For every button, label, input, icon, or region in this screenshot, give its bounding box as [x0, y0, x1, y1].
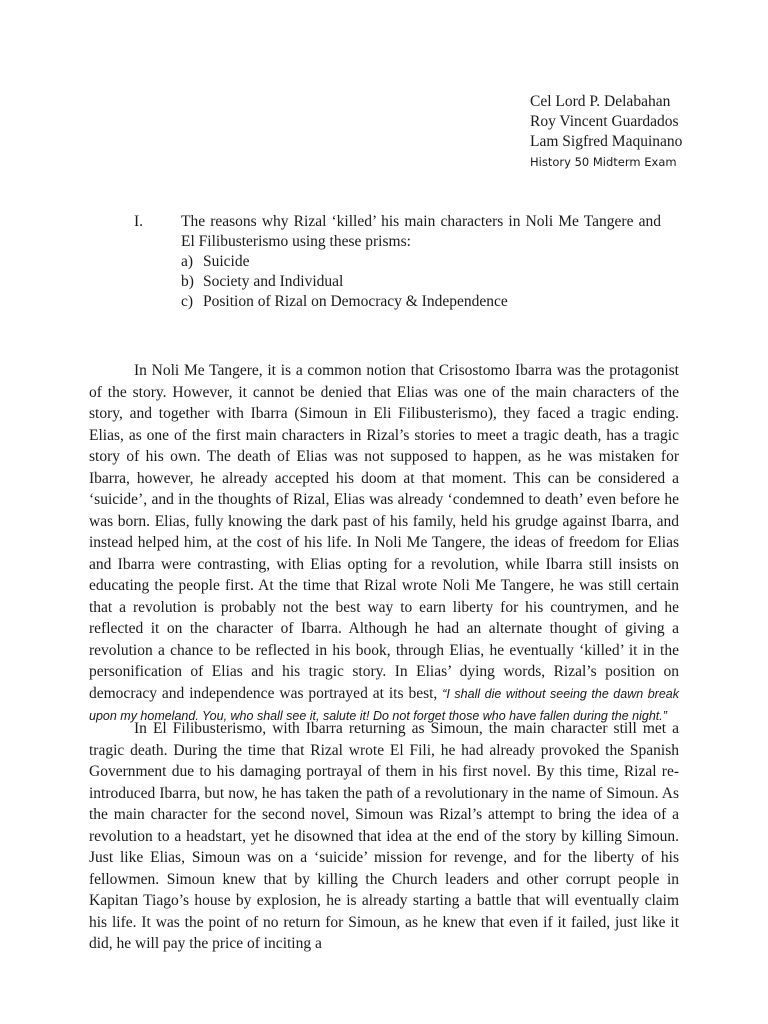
list-item-text: Suicide [203, 253, 250, 270]
list-item [181, 272, 661, 292]
list-item-letter: b) [181, 273, 194, 290]
list-item [181, 252, 661, 272]
paragraph-text: In Noli Me Tangere, it is a common notion that Crisostomo Ibarra was the protagonist of the story. However, it cannot be denied that Elias was one of the main characters of the story, and together with Ibarra (Simoun in Eli Filibusterismo), they faced a tragic ending. Elias, as one of the first main characters in Rizal’s stories to meet a tragic death, has a tragic story of his own. The death of Elias was not supposed to happen, as he was mistaken for Ibarra, however, he already accepted his doom at that moment. This can be considered a ‘suicide’, and in the thoughts of Rizal, Elias was already ‘condemned to death’ even before he was born. Elias, fully knowing the dark past of his family, held his grudge against Ibarra, and instead helped him, at the cost of his life. In Noli Me Tangere, the ideas of freedom for Elias and Ibarra were contrasting, with Elias opting for a revolution, while Ibarra still insists on educating the people first. At the time that Rizal wrote Noli Me Tangere, he was still certain that a revolution is probably not the best way to earn liberty for his countrymen, and he reflected it on the character of Ibarra. Although he had an alternate thought of giving a revolution a chance to be reflected in his book, through Elias, he eventually ‘killed’ it in the personification of Elias and his tragic story. In Elias’ dying words, Rizal’s position on democracy and independence was portrayed at its best, [89, 362, 679, 702]
elias-quote: “I shall die without seeing the dawn break upon my homeland. You, who shall see it, salute it! Do not forget those who have fallen during the night.” [89, 686, 679, 723]
author-name: Cel Lord P. Delabahan [530, 93, 671, 110]
section-title: The reasons why Rizal ‘killed’ his main characters in Noli Me Tangere and El Filibusterismo using these prisms: [181, 213, 661, 250]
list-item-letter: c) [181, 293, 194, 310]
author-block [530, 92, 750, 172]
list-item-text: Position of Rizal on Democracy & Independence [203, 293, 508, 310]
body-paragraph-fili [89, 718, 679, 955]
author-name: Roy Vincent Guardados [530, 113, 679, 130]
section-heading [181, 212, 661, 312]
paragraph-text: In El Filibusterismo, with Ibarra returning as Simoun, the main character still met a tragic death. During the time that Rizal wrote El Fili, he had already provoked the Spanish Government due to his damaging portrayal of them in his first novel. By this time, Rizal re-introduced Ibarra, but now, he has taken the path of a revolutionary in the name of Simoun. As the main character for the second novel, Simoun was Rizal’s attempt to bring the idea of a revolution to a headstart, yet he disowned that idea at the end of the story by killing Simoun. Just like Elias, Simoun was on a ‘suicide’ mission for revenge, and for the liberty of his fellowmen. Simoun knew that by killing the Church leaders and other corrupt people in Kapitan Tiago’s house by explosion, he is already starting a battle that will eventually claim his life. It was the point of no return for Simoun, as he knew that even if it failed, just like it did, he will pay the price of inciting a [89, 720, 679, 952]
list-item-text: Society and Individual [203, 273, 344, 290]
section-number: I. [134, 213, 144, 230]
list-item-letter: a) [181, 253, 194, 270]
author-name: Lam Sigfred Maquinano [530, 133, 683, 150]
list-item [181, 292, 661, 312]
exam-title: History 50 Midterm Exam [530, 155, 677, 169]
prism-list [181, 252, 661, 312]
body-paragraph-noli [89, 360, 679, 728]
